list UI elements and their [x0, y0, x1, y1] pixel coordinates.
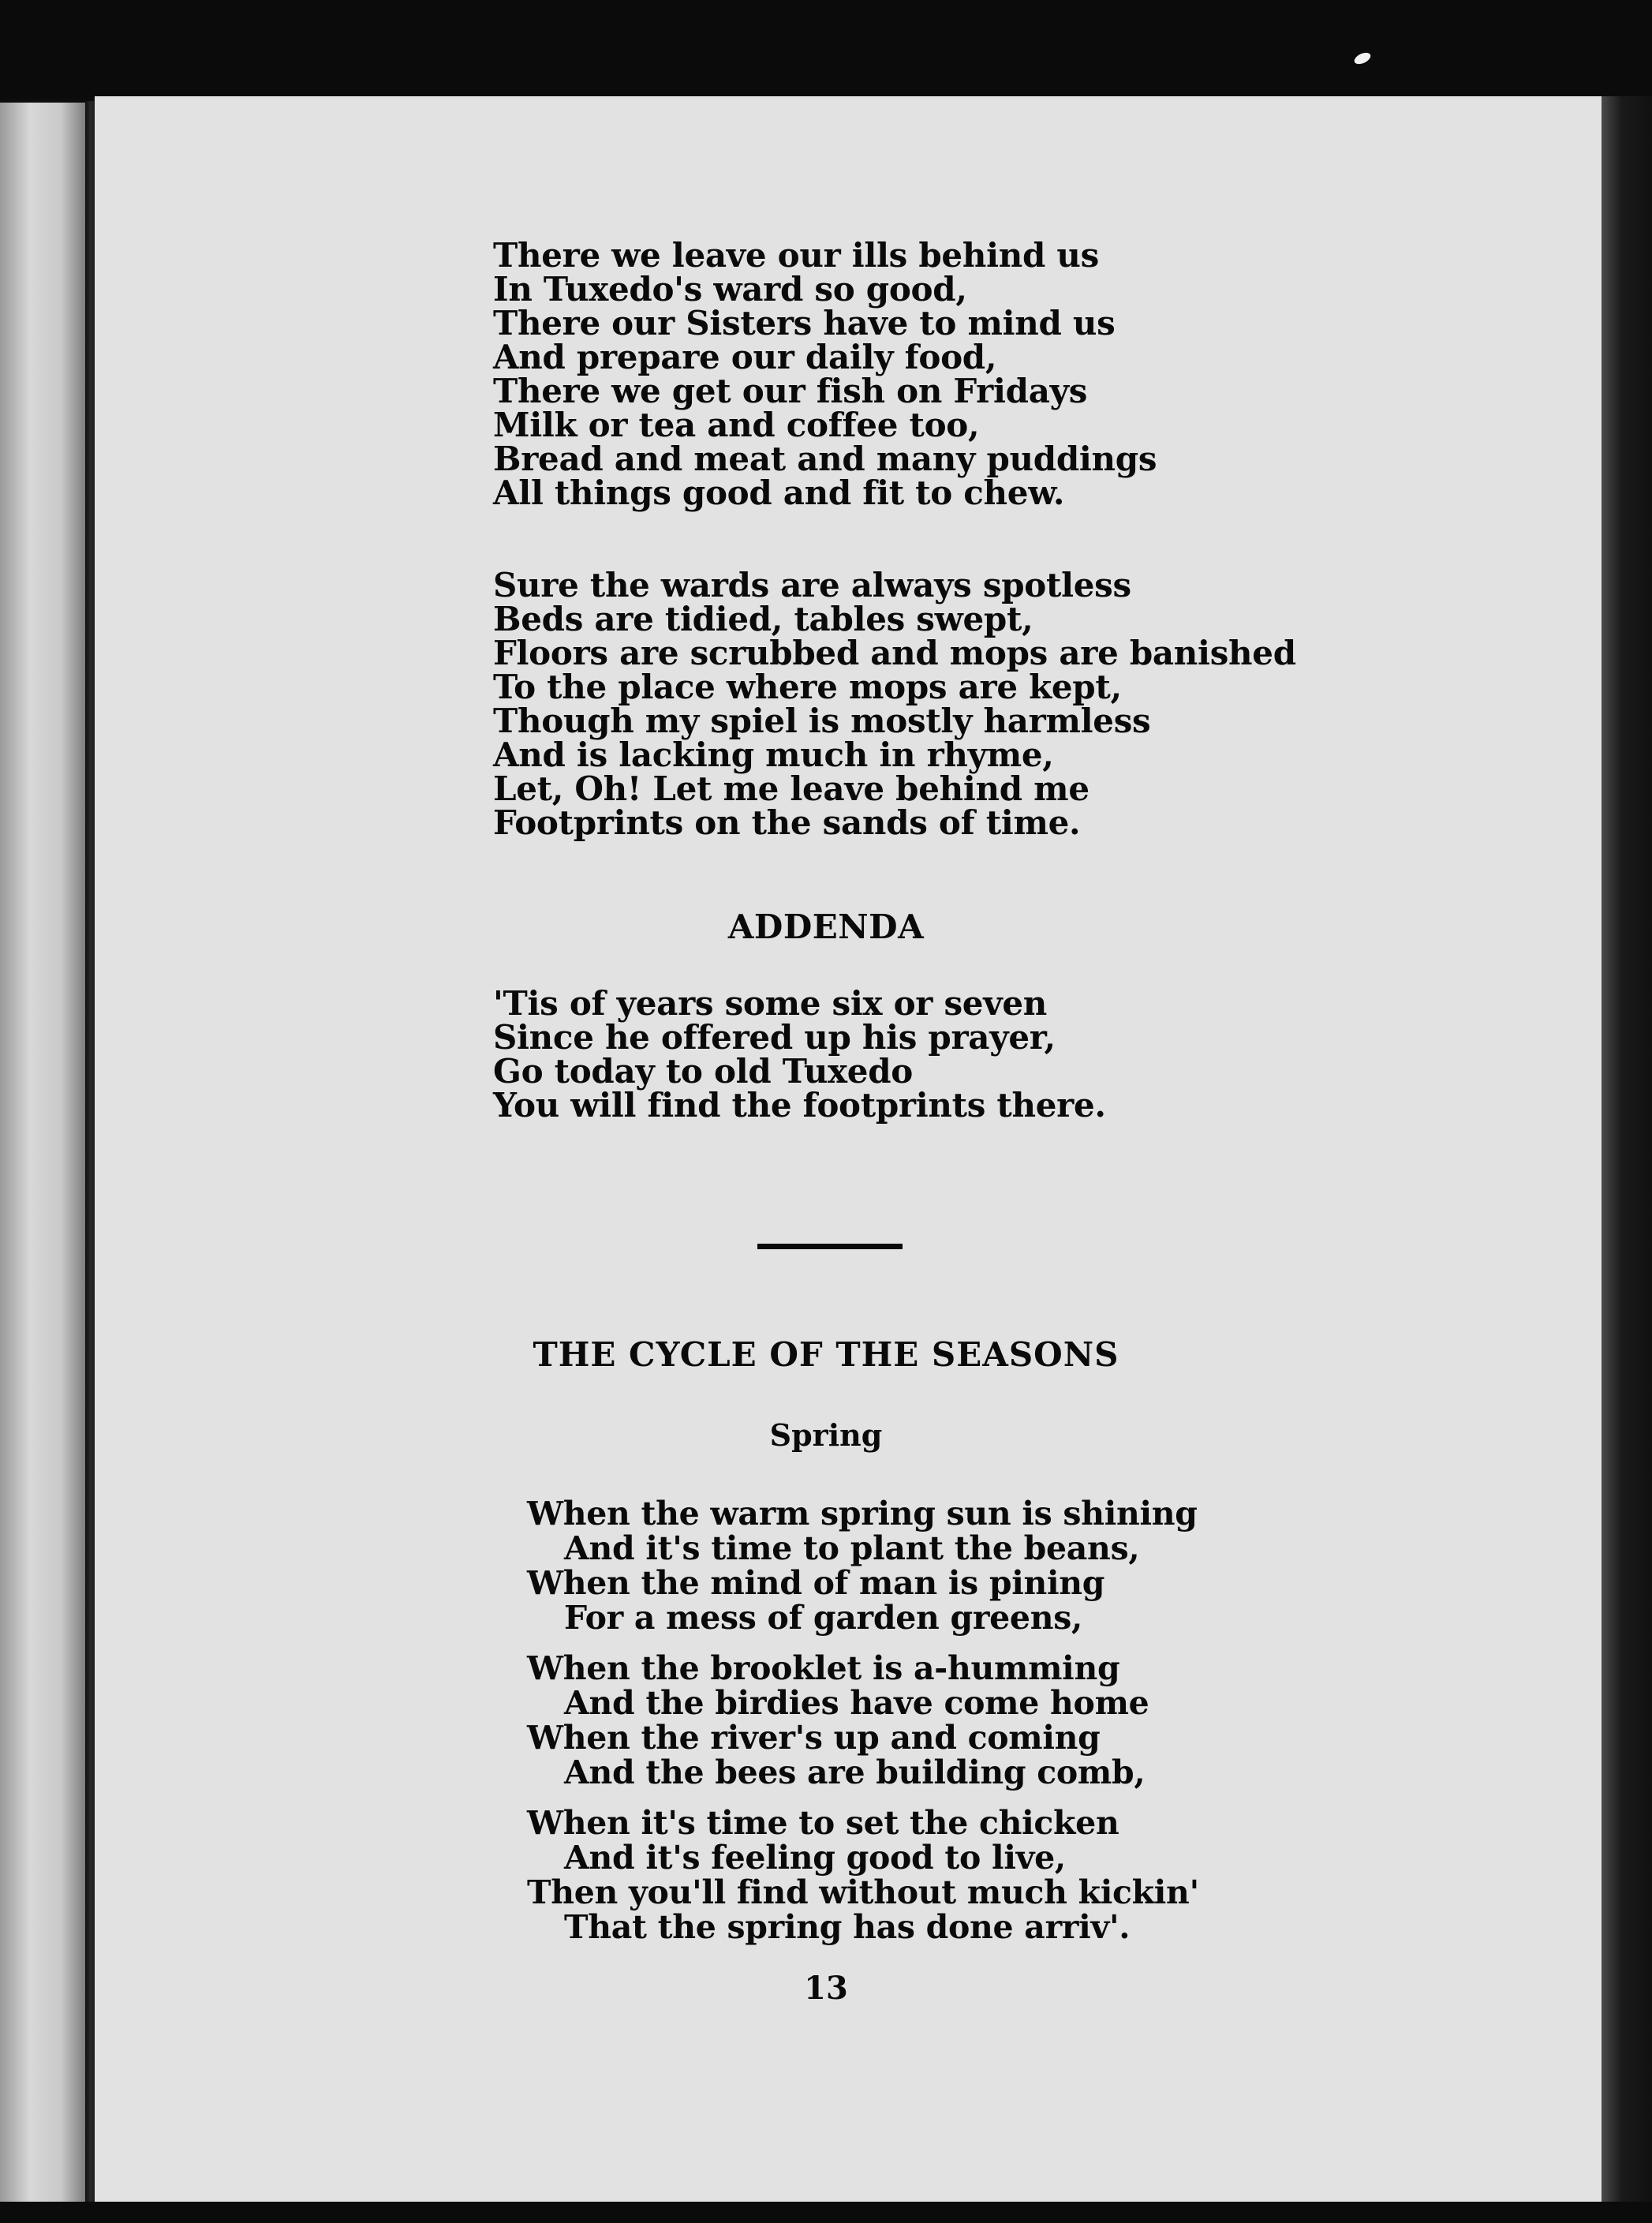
poem-line: Bread and meat and many puddings [493, 440, 1157, 478]
poem-line: Beds are tidied, tables swept, [493, 600, 1033, 638]
poem-line-indented: For a mess of garden greens, [564, 1599, 1082, 1637]
spring-stanza-3 [527, 1806, 1199, 1944]
addenda-heading: ADDENDA [727, 908, 925, 946]
poem-line: Since he offered up his prayer, [493, 1018, 1056, 1057]
poem-line: Though my spiel is mostly harmless [493, 702, 1151, 740]
spring-stanza-2 [527, 1651, 1149, 1790]
poem-line: Go today to old Tuxedo [493, 1052, 913, 1091]
section-divider [757, 1244, 903, 1249]
cycle-title: THE CYCLE OF THE SEASONS [533, 1335, 1119, 1374]
spring-subtitle: Spring [769, 1417, 883, 1453]
facing-page-edge [0, 103, 87, 2203]
poem-line: When the mind of man is pining [527, 1564, 1105, 1602]
poem-line: There we get our fish on Fridays [493, 372, 1088, 410]
poem-line: There we leave our ills behind us [493, 236, 1099, 275]
scan-bottom-border [0, 2202, 1652, 2223]
spring-stanza-1 [527, 1496, 1198, 1635]
poem-line: There our Sisters have to mind us [493, 304, 1116, 342]
page-number: 13 [804, 1970, 848, 2007]
poem-line: Floors are scrubbed and mops are banished [493, 634, 1296, 672]
poem-line: When the brooklet is a-humming [527, 1649, 1120, 1687]
poem-line-indented: And it's feeling good to live, [564, 1839, 1066, 1877]
poem-line-indented: And the birdies have come home [564, 1684, 1149, 1722]
poem-line-indented: And the bees are building comb, [564, 1753, 1146, 1791]
poem-line: And is lacking much in rhyme, [493, 735, 1054, 774]
poem-line: When the river's up and coming [527, 1719, 1101, 1757]
poem-line: All things good and fit to chew. [493, 473, 1065, 512]
poem-line: Milk or tea and coffee too, [493, 406, 980, 444]
poem-line: Footprints on the sands of time. [493, 803, 1081, 842]
poem-line-indented: That the spring has done arriv'. [564, 1908, 1131, 1946]
poem-line: Sure the wards are always spotless [493, 566, 1131, 604]
poem-line: You will find the footprints there. [493, 1086, 1106, 1125]
poem-line: When it's time to set the chicken [527, 1804, 1119, 1842]
addenda-stanza [493, 984, 1106, 1125]
poem-line: And prepare our daily food, [493, 338, 997, 376]
scan-top-border [0, 0, 1652, 99]
page-right-edge [1602, 96, 1652, 2203]
poem-line: 'Tis of years some six or seven [493, 984, 1047, 1023]
poem-line: Then you'll find without much kickin' [527, 1873, 1199, 1911]
poem-stanza-2 [493, 568, 1296, 840]
poem-line-indented: And it's time to plant the beans, [564, 1529, 1140, 1567]
poem-line: Let, Oh! Let me leave behind me [493, 769, 1089, 808]
poem-line: To the place where mops are kept, [493, 668, 1122, 706]
poem-line: When the warm spring sun is shining [527, 1495, 1198, 1533]
poem-stanza-1 [493, 238, 1157, 510]
poem-line: In Tuxedo's ward so good, [493, 270, 967, 309]
